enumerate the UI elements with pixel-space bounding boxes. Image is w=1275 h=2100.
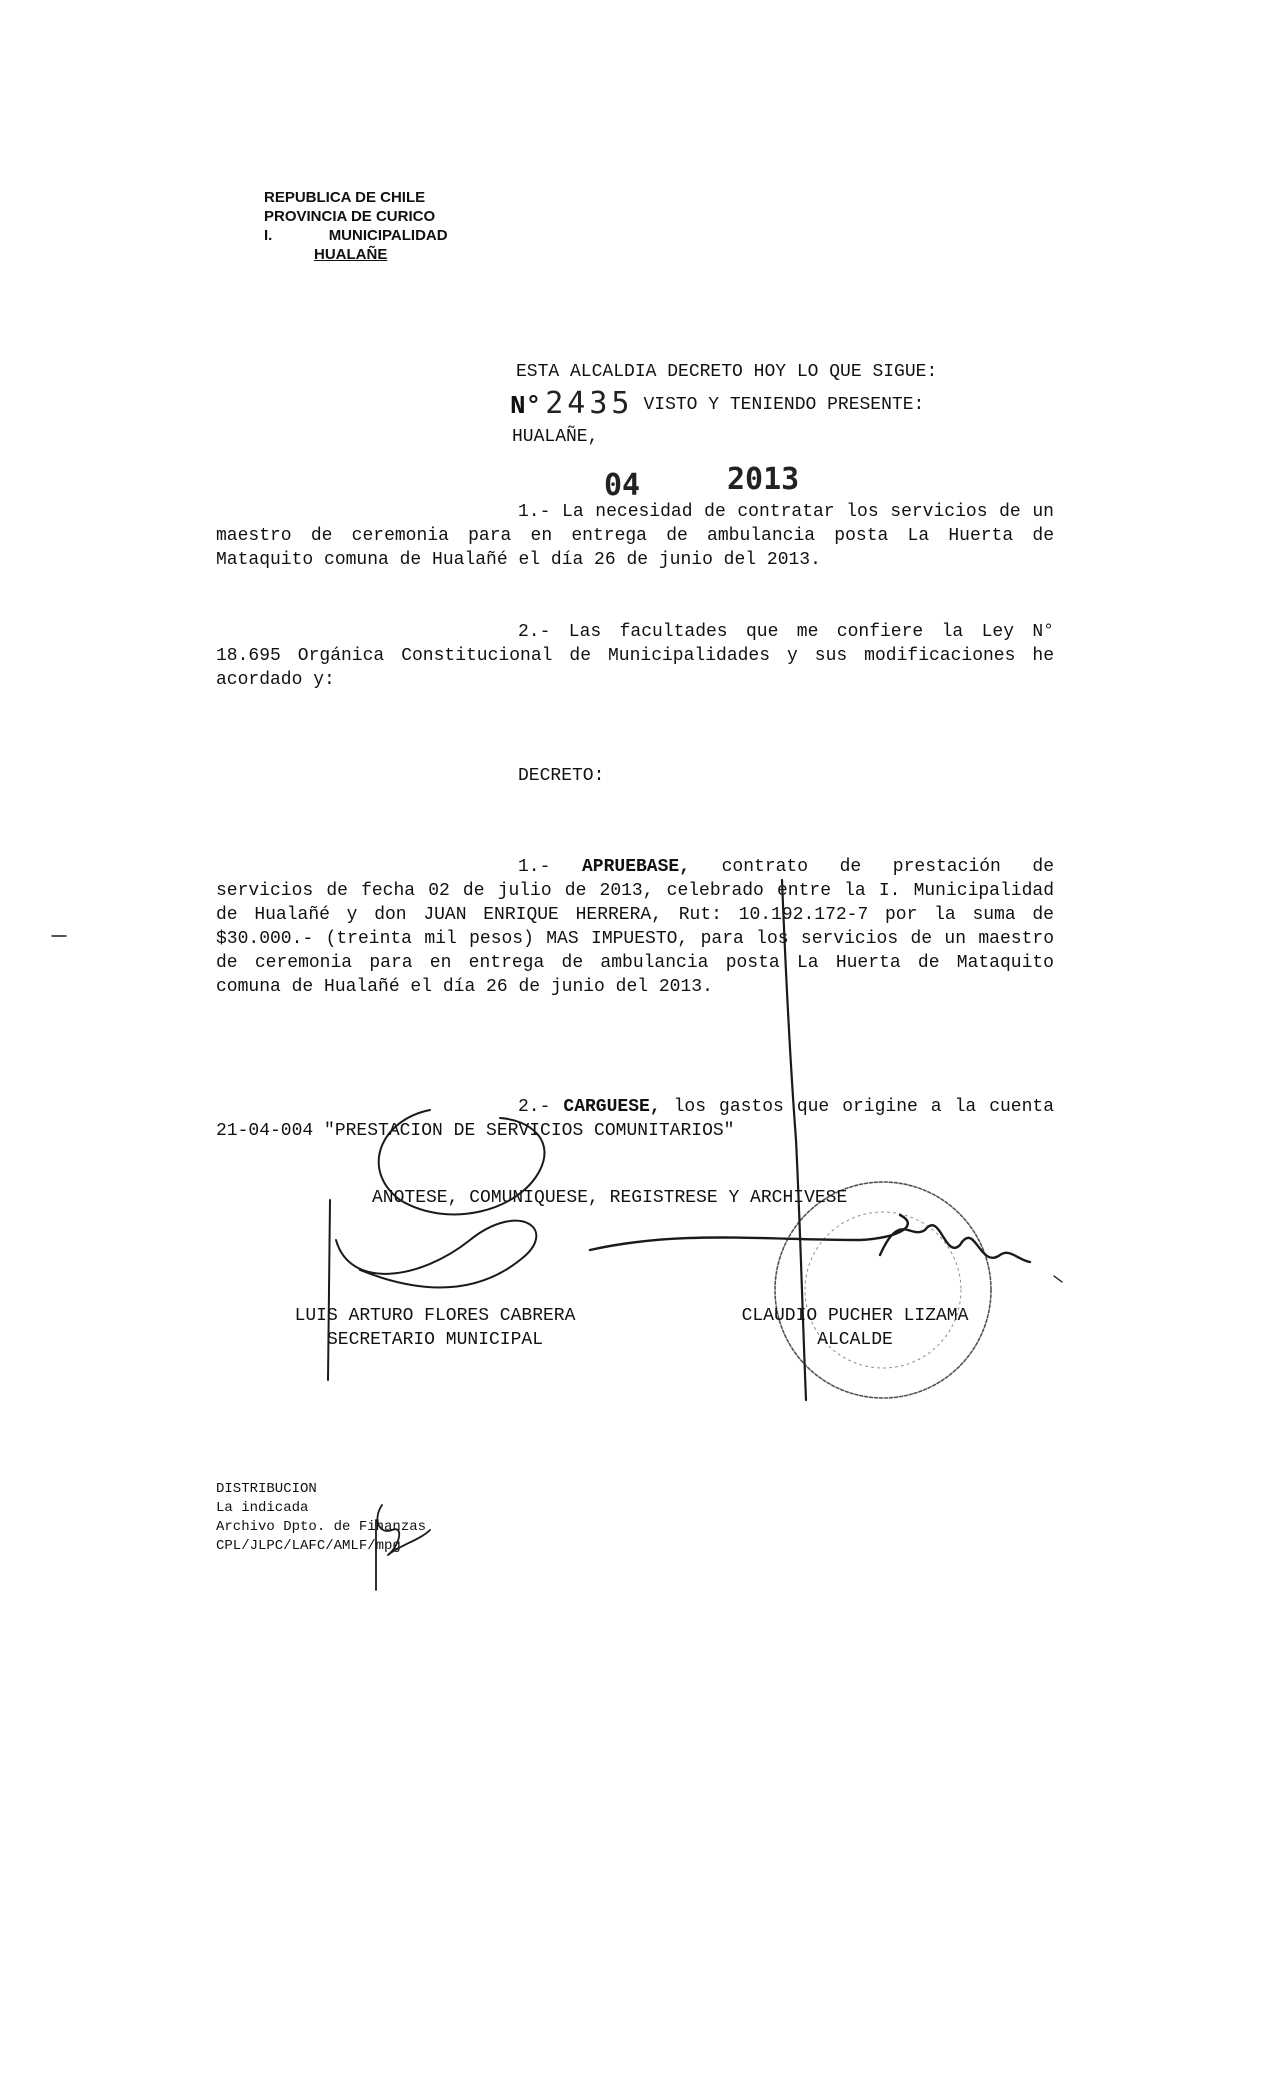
date-stamp-day: 04 [604, 468, 641, 503]
right-signature [590, 1215, 1030, 1262]
letterhead-country: REPUBLICA DE CHILE [264, 189, 426, 206]
article-1-keyword: APRUEBASE, [582, 857, 691, 877]
article-2-keyword: CARGUESE, [563, 1097, 661, 1117]
distribution-line-3: CPL/JLPC/LAFC/AMLF/mpg [216, 1538, 401, 1554]
considerando-1-number: 1.- [518, 502, 551, 522]
considerando-1-text: La necesidad de contratar los servicios de un maestro de ceremonia para en entrega de ambulancia posta La Huerta de Mataquito comuna de Hualañé el día 26 de junio del 2013. [216, 502, 1054, 570]
initials-scribble [376, 1505, 430, 1590]
signature-left-name: LUIS ARTURO FLORES CABRERA [294, 1306, 576, 1326]
considerando-2-number: 2.- [518, 622, 551, 642]
distribution-line-2: Archivo Dpto. de Finanzas [216, 1519, 427, 1535]
letterhead-prefix: I. [264, 227, 273, 244]
article-1-text: contrato de prestación de servicios de fecha 02 de julio de 2013, celebrado entre la I. Municipalidad de Hualañé y don JUAN ENRIQUE HERRERA, Rut: 10.192.172-7 por la suma de $30.000.- (treinta mil pesos) MAS IMPUESTO, para los servicios de un maestro de ceremonia para en entrega de ambulancia posta La Huerta de Mataquito comuna de Hualañé el día 26 de junio del 2013. [216, 857, 1055, 997]
distribution-title: DISTRIBUCION [216, 1481, 317, 1497]
visto-heading: VISTO Y TENIENDO PRESENTE: [643, 395, 925, 415]
decreto-heading: DECRETO: [518, 766, 605, 786]
signature-right-title: ALCALDE [817, 1330, 893, 1350]
letterhead-commune: HUALAÑE [314, 246, 388, 263]
intro-heading: ESTA ALCALDIA DECRETO HOY LO QUE SIGUE: [516, 362, 938, 382]
letterhead-municipality-label: MUNICIPALIDAD [328, 227, 448, 244]
closing-formula: ANOTESE, COMUNIQUESE, REGISTRESE Y ARCHIVESE [372, 1188, 848, 1208]
left-signature [328, 1110, 544, 1380]
letterhead-province: PROVINCIA DE CURICO [264, 208, 436, 225]
article-1-number: 1.- [518, 857, 551, 877]
page-mark-right [1054, 1276, 1062, 1282]
considerando-2-text: Las facultades que me confiere la Ley N° 18.695 Orgánica Constitucional de Municipalidades y sus modificaciones he acordado y: [216, 622, 1054, 690]
article-2-number: 2.- [518, 1097, 551, 1117]
official-seal [775, 1182, 991, 1398]
pen-stroke-vertical [782, 880, 806, 1400]
decree-number-stamp: 2435 [545, 386, 634, 421]
signature-right-name: CLAUDIO PUCHER LIZAMA [741, 1306, 969, 1326]
article-2-text: los gastos que origine a la cuenta 21-04-004 "PRESTACION DE SERVICIOS COMUNITARIOS" [216, 1097, 1054, 1141]
date-stamp-year: 2013 [727, 462, 800, 497]
place-label: HUALAÑE, [512, 427, 599, 447]
signature-left-title: SECRETARIO MUNICIPAL [326, 1330, 544, 1350]
distribution-line-1: La indicada [216, 1500, 309, 1516]
number-label: N° [510, 391, 542, 421]
